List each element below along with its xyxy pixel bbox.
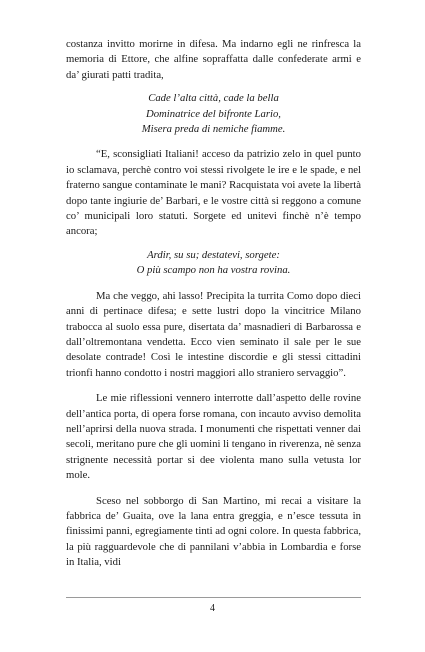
- paragraph-continuation: costanza invitto morirne in difesa. Ma indarno egli ne rinfresca la memoria di Ettore, che alfine sopraffatta dalle confederate armi e da’ giurati patti tradita,: [66, 38, 361, 81]
- verse-line: Cade l’alta città, cade la bella: [148, 92, 279, 105]
- verse-line: Dominatrice del bifronte Lario,: [146, 107, 281, 120]
- paragraph-ruins: Le mie riflessioni vennero interrotte dall’aspetto delle rovine dell’antica porta, di opera forse romana, con incauto avviso demolita nell’aprirsi della nuova strada. I monumenti che rispettati venner dai secoli, meritano pure che gli uomini li tengano in riverenza, nè senza strignente necessità portar si dee violenta mano sulla vetusta lor mole.: [66, 392, 361, 482]
- page-number: 4: [210, 603, 215, 614]
- verse-line: O più scampo non ha vostra rovina.: [136, 264, 291, 277]
- verse-quote-2: [66, 248, 361, 279]
- paragraph-exclamation: “E, sconsigliati Italiani! acceso da patrizio zelo in quel punto io sclamava, perchè contro voi stessi rivolgete le ire e le spade, e nel fraterno sangue contaminate le mani? Racquistata voi avete la libertà dopo tante ingiurie de’ Barbari, e le vostre città si reggono a comune co’ municipali loro statuti. Sorgete ed unitevi finchè n’è tempo ancora;: [66, 148, 361, 238]
- paragraph-san-martino: Sceso nel sobborgo di San Martino, mi recai a visitare la fabbrica de’ Guaita, ove la lana entra greggia, e n’esce tessuta in finissimi panni, egregiamente tinti ad ogni colore. In questa fabbrica, la più ragguardevole che di pannilani v’abbia in Lombardia e forse in Italia, vidi: [66, 494, 362, 569]
- verse-line: Misera preda di nemiche fiamme.: [141, 123, 286, 136]
- body-text: [66, 37, 361, 571]
- verse-line: Ardir, su su; destatevi, sorgete:: [147, 248, 280, 261]
- footer-rule: [66, 597, 361, 598]
- verse-quote-1: [66, 91, 361, 137]
- paragraph-como: Ma che veggo, ahi lasso! Precipita la turrita Como dopo dieci anni di pertinace difesa; e sette lustri dopo la vincitrice Milano trabocca al suolo essa pure, disertata da’ masnadieri di Barbarossa e dall’oltremontana vendetta. Ecco vien seminato il sale per le sue desolate contrade! Così le intestine discordie e gli stessi cittadini trionfi hanno condotto i nostri maggiori allo straniero servaggio”.: [66, 289, 361, 379]
